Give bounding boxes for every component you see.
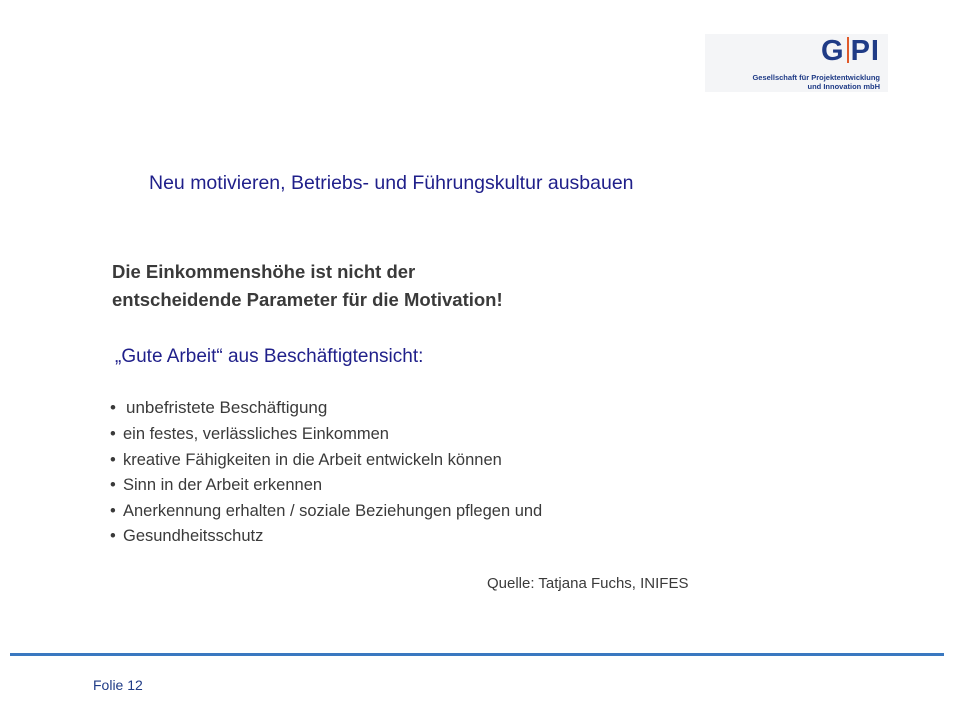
list-item xyxy=(110,422,542,448)
lead-line-1: Die Einkommenshöhe ist nicht der xyxy=(112,261,416,282)
list-item-text: kreative Fähigkeiten in die Arbeit entwickeln können xyxy=(123,450,502,469)
list-item-text: ein festes, verlässliches Einkommen xyxy=(123,425,389,443)
footer-divider xyxy=(10,653,944,656)
slide-title: Neu motivieren, Betriebs- und Führungskultur ausbauen xyxy=(149,172,634,194)
list-item xyxy=(110,524,542,550)
logo-mark-left: G xyxy=(821,35,845,67)
list-item-text: Gesundheitsschutz xyxy=(123,527,264,545)
lead-statement xyxy=(112,258,503,314)
bullet-icon: • xyxy=(110,450,116,469)
logo-mark xyxy=(821,36,880,66)
logo-tagline-1: Gesellschaft für Projektentwicklung xyxy=(752,73,880,82)
slide-number: Folie 12 xyxy=(93,677,143,693)
bullet-icon: • xyxy=(110,425,116,443)
subheading: „Gute Arbeit“ aus Beschäftigtensicht: xyxy=(115,346,424,367)
bullet-icon: • xyxy=(110,398,116,417)
list-item xyxy=(110,394,542,422)
list-item-text: unbefristete Beschäftigung xyxy=(126,398,328,417)
list-item xyxy=(110,499,542,525)
bullet-list xyxy=(110,394,542,550)
list-item-text: Anerkennung erhalten / soziale Beziehungen pflegen und xyxy=(123,501,543,520)
bullet-icon: • xyxy=(110,527,116,545)
source-citation: Quelle: Tatjana Fuchs, INIFES xyxy=(487,575,689,592)
list-item xyxy=(110,448,542,474)
list-item xyxy=(110,473,542,499)
list-item-text: Sinn in der Arbeit erkennen xyxy=(123,476,323,494)
logo-mark-right: PI xyxy=(850,35,880,67)
bullet-icon: • xyxy=(110,501,116,520)
logo-tagline-2: und Innovation mbH xyxy=(807,82,880,91)
lead-line-2: entscheidende Parameter für die Motivation! xyxy=(112,289,503,310)
company-logo xyxy=(705,34,888,92)
logo-separator xyxy=(847,37,849,63)
bullet-icon: • xyxy=(110,476,116,494)
